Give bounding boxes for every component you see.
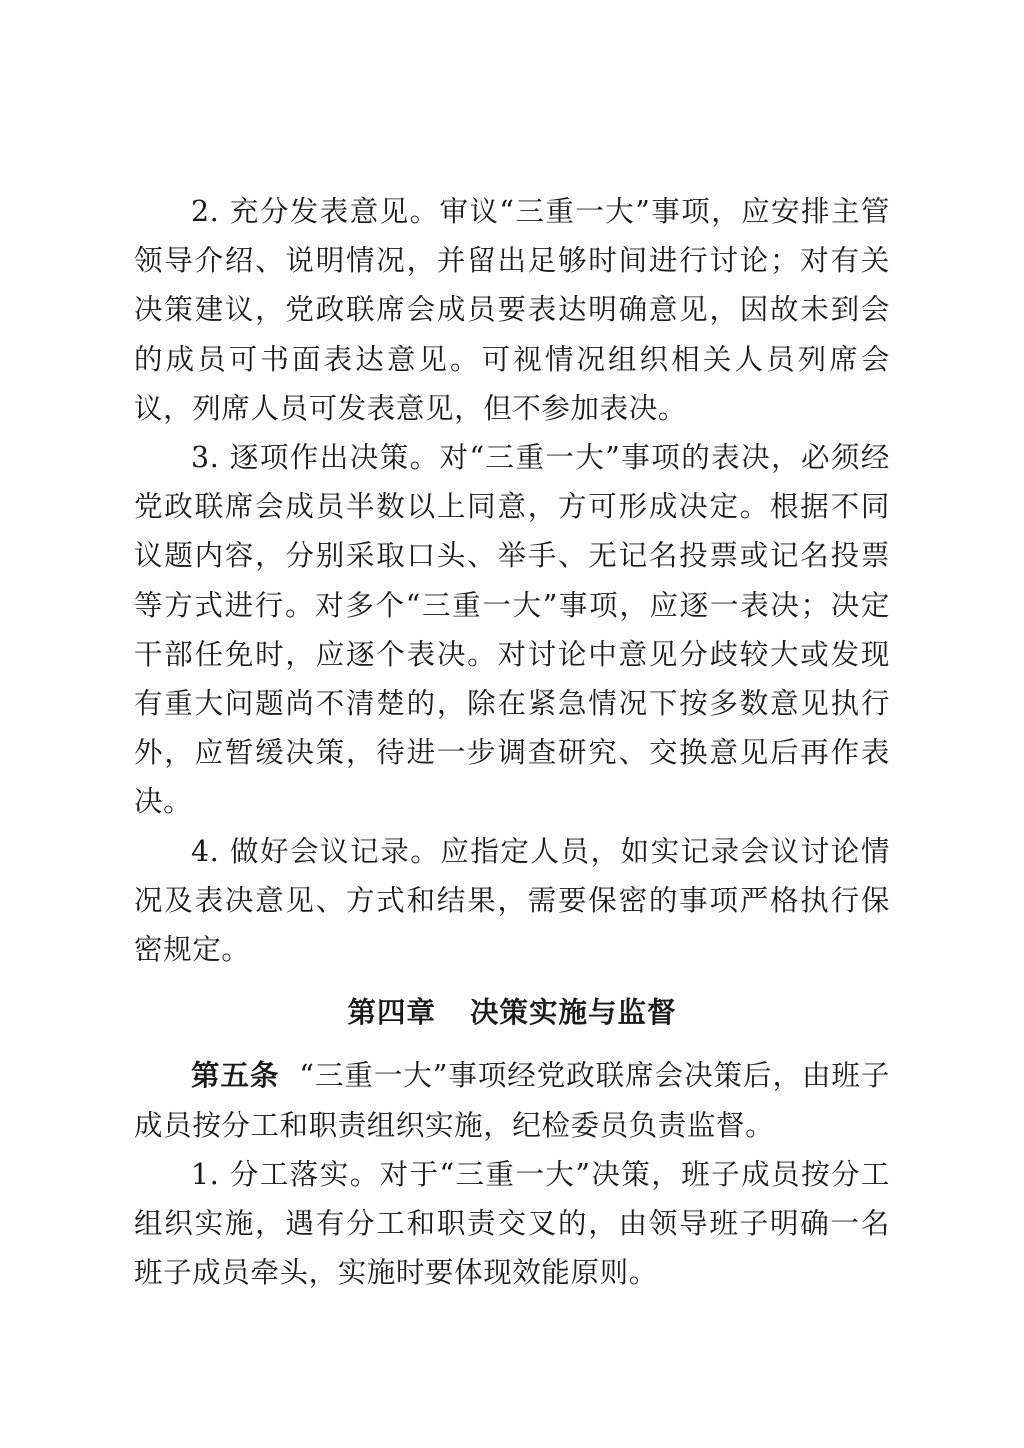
chapter-title: 决策实施与监督: [470, 996, 677, 1030]
chapter-number: 第四章: [347, 996, 436, 1030]
paragraph-item-1: 1. 分工落实。对于“三重一大”决策，班子成员按分工组织实施，遇有分工和职责交叉的，由领导班子明确一名班子成员牵头，实施时要体现效能原则。: [134, 1157, 890, 1290]
paragraph-item-2: 2. 充分发表意见。审议“三重一大”事项，应安排主管领导介绍、说明情况，并留出足够时间进行讨论；对有关决策建议，党政联席会成员要表达明确意见，因故未到会的成员可书面表达意见。可视情况组织相关人员列席会议，列席人员可发表意见，但不参加表决。: [134, 195, 890, 425]
article-text: “三重一大”事项经党政联席会决策后，由班子成员按分工和职责组织实施，纪检委员负责监督。: [134, 1059, 890, 1142]
chapter-heading: [134, 988, 890, 1037]
paragraph-item-3: 3. 逐项作出决策。对“三重一大”事项的表决，必须经党政联席会成员半数以上同意，方可形成决定。根据不同议题内容，分别采取口头、举手、无记名投票或记名投票等方式进行。对多个“三重一大”事项，应逐一表决；决定干部任免时，应逐个表决。对讨论中意见分歧较大或发现有重大问题尚不清楚的，除在紧急情况下按多数意见执行外，应暂缓决策，待进一步调查研究、交换意见后再作表决。: [134, 441, 890, 819]
article-paragraph: [134, 1051, 890, 1149]
document-body: [134, 187, 890, 1297]
paragraph-item-4: 4. 做好会议记录。应指定人员，如实记录会议讨论情况及表决意见、方式和结果，需要保密的事项严格执行保密规定。: [134, 834, 890, 967]
article-label: 第五条: [191, 1059, 280, 1093]
